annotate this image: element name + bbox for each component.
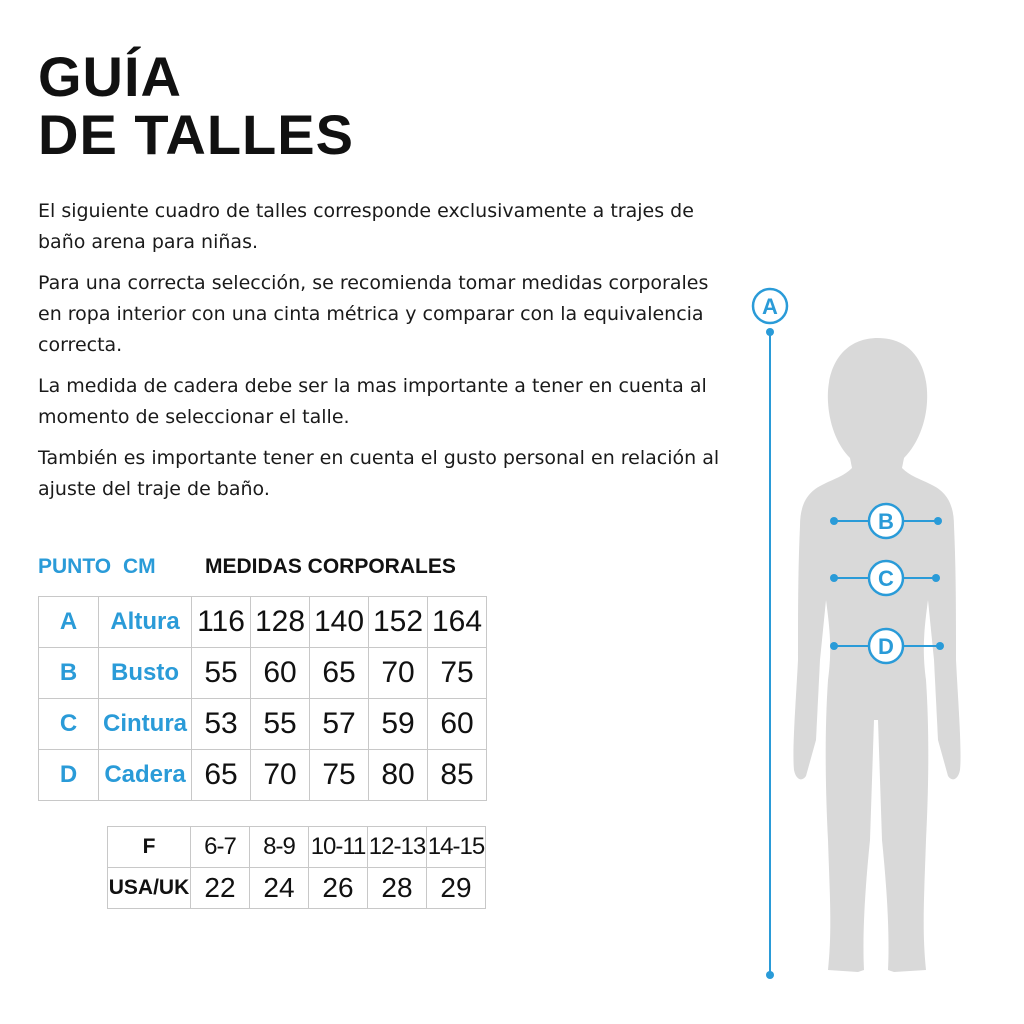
- value-cell: 29: [427, 868, 486, 909]
- table-row: [39, 750, 487, 801]
- intro-paragraph: Para una correcta selección, se recomienda tomar medidas corporales en ropa interior con una cinta métrica y comparar con la equivalencia correcta.: [38, 272, 709, 356]
- table-row: [108, 868, 486, 909]
- marker-dot: [766, 328, 774, 336]
- value-cell: 53: [192, 699, 251, 750]
- measure-name-cell: Cintura: [99, 699, 192, 750]
- size-label-cell: USA/UK: [108, 868, 191, 909]
- table-header-measures: MEDIDAS CORPORALES: [205, 555, 456, 578]
- point-cell: B: [39, 648, 99, 699]
- value-cell: 28: [368, 868, 427, 909]
- marker-dot: [934, 517, 942, 525]
- intro-paragraph: También es importante tener en cuenta el gusto personal en relación al ajuste del traje de baño.: [38, 447, 720, 500]
- marker-c-label: C: [878, 566, 894, 591]
- sizes-table: [107, 826, 486, 909]
- value-cell: 140: [310, 597, 369, 648]
- marker-a-label: A: [762, 294, 778, 319]
- intro-text: [38, 196, 738, 515]
- table-row: [39, 699, 487, 750]
- value-cell: 14-15: [427, 827, 486, 868]
- value-cell: 75: [310, 750, 369, 801]
- title-line-1: GUÍA: [38, 45, 182, 108]
- body-measurement-figure: [740, 280, 1010, 990]
- value-cell: 60: [251, 648, 310, 699]
- point-cell: D: [39, 750, 99, 801]
- value-cell: 128: [251, 597, 310, 648]
- marker-dot: [936, 642, 944, 650]
- value-cell: 75: [428, 648, 487, 699]
- value-cell: 116: [192, 597, 251, 648]
- value-cell: 26: [309, 868, 368, 909]
- marker-dot: [830, 517, 838, 525]
- marker-dot: [766, 971, 774, 979]
- table-row: [39, 648, 487, 699]
- page-title: [38, 45, 354, 166]
- measures-table: [38, 596, 487, 801]
- value-cell: 60: [428, 699, 487, 750]
- value-cell: 55: [192, 648, 251, 699]
- marker-dot: [932, 574, 940, 582]
- title-line-2: DE TALLES: [38, 103, 354, 166]
- value-cell: 59: [369, 699, 428, 750]
- value-cell: 85: [428, 750, 487, 801]
- table-row: [108, 827, 486, 868]
- value-cell: 6-7: [191, 827, 250, 868]
- value-cell: 70: [251, 750, 310, 801]
- point-cell: C: [39, 699, 99, 750]
- value-cell: 164: [428, 597, 487, 648]
- value-cell: 65: [192, 750, 251, 801]
- value-cell: 80: [369, 750, 428, 801]
- marker-b-label: B: [878, 509, 894, 534]
- value-cell: 65: [310, 648, 369, 699]
- value-cell: 152: [369, 597, 428, 648]
- measure-name-cell: Altura: [99, 597, 192, 648]
- value-cell: 12-13: [368, 827, 427, 868]
- value-cell: 70: [369, 648, 428, 699]
- marker-dot: [830, 574, 838, 582]
- point-cell: A: [39, 597, 99, 648]
- value-cell: 24: [250, 868, 309, 909]
- value-cell: 8-9: [250, 827, 309, 868]
- value-cell: 55: [251, 699, 310, 750]
- size-label-cell: F: [108, 827, 191, 868]
- value-cell: 22: [191, 868, 250, 909]
- intro-paragraph: La medida de cadera debe ser la mas importante a tener en cuenta al momento de seleccionar el talle.: [38, 375, 707, 428]
- measure-name-cell: Cadera: [99, 750, 192, 801]
- marker-d-label: D: [878, 634, 894, 659]
- value-cell: 10-11: [309, 827, 368, 868]
- table-header-point-cm: PUNTO CM: [38, 555, 156, 578]
- marker-dot: [830, 642, 838, 650]
- intro-paragraph: El siguiente cuadro de talles corresponde exclusivamente a trajes de baño arena para niñas.: [38, 200, 694, 253]
- table-row: [39, 597, 487, 648]
- value-cell: 57: [310, 699, 369, 750]
- measure-name-cell: Busto: [99, 648, 192, 699]
